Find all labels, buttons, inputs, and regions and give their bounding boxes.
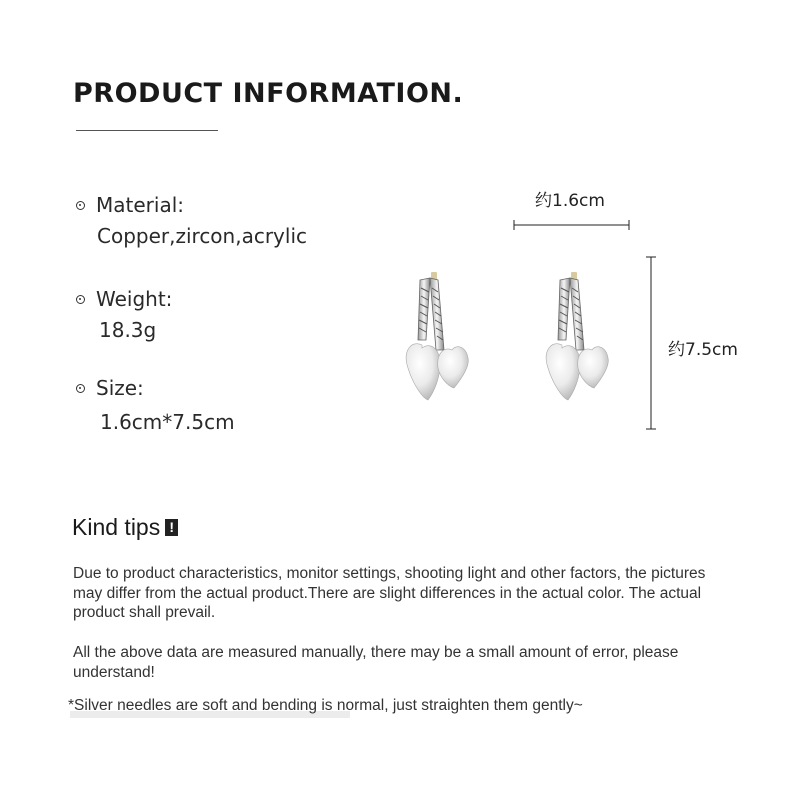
- page-title: PRODUCT INFORMATION.: [73, 78, 464, 109]
- spec-material-value: Copper,zircon,acrylic: [97, 224, 307, 248]
- earring-right: [546, 272, 608, 400]
- silver-needle-note: *Silver needles are soft and bending is normal, just straighten them gently~: [68, 697, 583, 714]
- spec-weight-value: 18.3g: [99, 318, 157, 342]
- bullet-icon: [76, 201, 85, 210]
- width-dimension-line: [512, 218, 632, 232]
- spec-weight: [76, 287, 172, 342]
- exclamation-icon: !: [165, 519, 178, 536]
- height-dimension-line: [644, 255, 658, 433]
- spec-size-value: 1.6cm*7.5cm: [100, 410, 235, 434]
- bullet-icon: [76, 384, 85, 393]
- kind-tips-paragraph-1: Due to product characteristics, monitor settings, shooting light and other factors, the pictures may differ from the actual product.There are slight differences in the actual color. The actual product shall prevail.: [73, 565, 706, 621]
- kind-tips-paragraph-2: All the above data are measured manually, there may be a small amount of error, please understand!: [73, 644, 679, 681]
- height-dimension-label: 约7.5cm: [668, 340, 738, 360]
- kind-tips-label: Kind tips: [72, 514, 161, 540]
- spec-weight-label: Weight:: [96, 287, 173, 311]
- spec-size-label: Size:: [96, 376, 144, 400]
- spec-size: [76, 376, 235, 434]
- width-dimension-label: 约1.6cm: [535, 191, 605, 211]
- earrings-illustration: [390, 250, 640, 430]
- spec-material: [76, 193, 307, 248]
- earring-left: [406, 272, 468, 400]
- title-underline: [76, 130, 218, 131]
- spec-material-label: Material:: [96, 193, 184, 217]
- bullet-icon: [76, 295, 85, 304]
- kind-tips-heading: [72, 514, 178, 541]
